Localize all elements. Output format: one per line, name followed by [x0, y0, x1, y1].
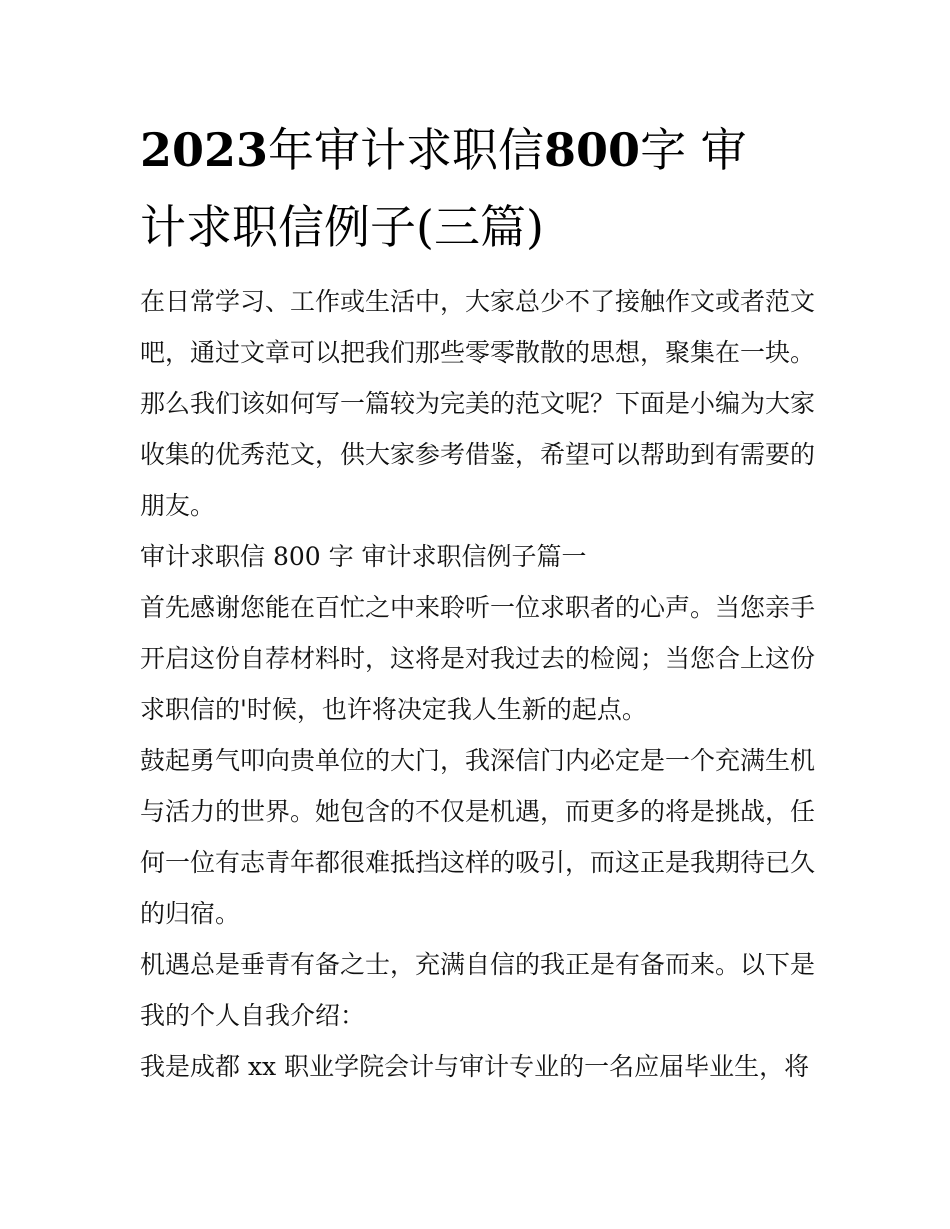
body-paragraph: 鼓起勇气叩向贵单位的大门，我深信门内必定是一个充满生机与活力的世界。她包含的不仅是机遇，而更多的将是挑战，任何一位有志青年都很难抵挡这样的吸引，而这正是我期待已久的归宿。 — [140, 746, 816, 928]
title-line-1 — [140, 112, 820, 189]
title-text-a: 年审计求职信 — [268, 123, 545, 177]
intro-paragraph: 在日常学习、工作或生活中，大家总少不了接触作文或者范文吧，通过文章可以把我们那些零零散散的思想，聚集在一块。那么我们该如何写一篇较为完美的范文呢？下面是小编为大家收集的优秀范文，供大家参考借鉴，希望可以帮助到有需要的朋友。 — [140, 287, 816, 520]
title-year: 2023 — [140, 123, 269, 177]
title-line-2: 计求职信例子(三篇) — [140, 200, 544, 254]
title-text-b: 字 审 — [640, 123, 747, 177]
document-body — [140, 276, 815, 1092]
title-word-count: 800 — [544, 123, 641, 177]
section-heading: 审计求职信 800 字 审计求职信例子篇一 — [140, 542, 587, 571]
document-title — [140, 112, 820, 266]
body-paragraph: 首先感谢您能在百忙之中来聆听一位求职者的心声。当您亲手开启这份自荐材料时，这将是对我过去的检阅；当您合上这份求职信的'时候，也许将决定我人生新的起点。 — [140, 593, 816, 724]
body-paragraph: 我是成都 xx 职业学院会计与审计专业的一名应届毕业生，将 — [140, 1052, 810, 1081]
body-paragraph: 机遇总是垂青有备之士，充满自信的我正是有备而来。以下是我的个人自我介绍： — [140, 950, 816, 1030]
